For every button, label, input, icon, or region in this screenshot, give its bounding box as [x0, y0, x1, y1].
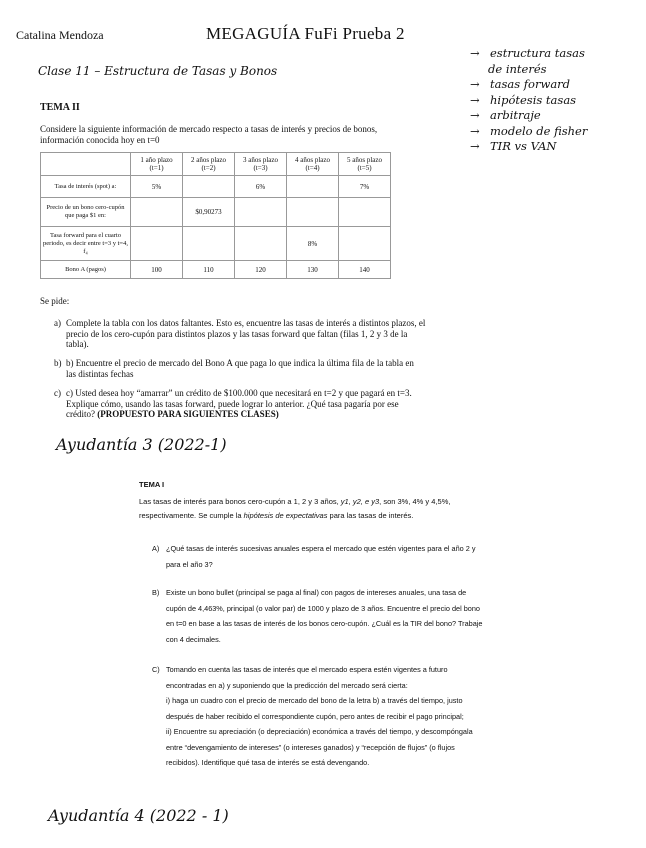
question-c	[54, 388, 426, 420]
row-label: Tasa forward para el cuarto periodo, es decir entre t=3 y t=4, f₄	[41, 227, 131, 261]
table-row	[41, 176, 391, 198]
table-cell: $0,90273	[183, 198, 235, 227]
tema-i-intro: Las tasas de interés para bonos cero-cupón a 1, 2 y 3 años, y1, y2, e y3, son 3%, 4% y 4,5%, respectivamente. Se cumple la hipótesis de expectativas para las tasas de interés.	[139, 497, 451, 520]
handwritten-ayudantia-3: Ayudantía 3 (2022-1)	[56, 435, 227, 454]
arrow-icon: →	[470, 92, 480, 107]
table-cell: 110	[183, 261, 235, 279]
part-subitem-ii: ii) Encuentre su apreciación (o depreciación) económica a través del tiempo, y descompóngala entre “devengamiento de intereses” (o intereses ganados) y “recepción de flujos” (o flujos recibidos). Identifique qué tasa de interés se está devengando.	[166, 727, 473, 767]
table-header: 1 año plazo (t=1)	[131, 153, 183, 176]
table-cell	[287, 176, 339, 198]
table-cell	[235, 198, 287, 227]
part-label: A)	[152, 544, 160, 553]
table-cell: 5%	[131, 176, 183, 198]
table-row	[41, 227, 391, 261]
arrow-icon: →	[470, 46, 480, 60]
handwritten-ayudantia-4: Ayudantía 4 (2022 - 1)	[48, 806, 229, 825]
se-pide-label: Se pide:	[40, 296, 70, 306]
question-note: (PROPUESTO PARA SIGUIENTES CLASES)	[97, 409, 279, 419]
rates-table	[40, 152, 391, 279]
question-text: b) Encuentre el precio de mercado del Bono A que paga lo que indica la última fila de la tabla en las distintas fechas	[66, 358, 414, 379]
note-item: → arbitraje	[470, 108, 541, 122]
note-item: → tasas forward	[470, 77, 571, 91]
part-subitem-i: i) haga un cuadro con el precio de mercado del bono de la letra b) a través del tiempo, justo después de haber recibido el correspondiente cupón, pero antes de recibir el pago principal;	[166, 696, 464, 721]
table-header: 3 años plazo (t=3)	[235, 153, 287, 176]
table-cell	[131, 198, 183, 227]
part-label: B)	[152, 588, 160, 597]
tema-ii-heading: TEMA II	[40, 102, 80, 113]
part-text: ¿Qué tasas de interés sucesivas anuales espera el mercado que estén vigentes para el año 2 y para el año 3?	[166, 544, 476, 569]
table-cell: 140	[339, 261, 391, 279]
question-text: c) Usted desea hoy “amarrar” un crédito de $100.000 que necesitará en t=2 y que pagará en t=3. Explique cómo, usando las tasas forward, puede lograr lo anterior. ¿Qué tasa pagaría por ese crédito?	[66, 388, 412, 419]
question-text: Complete la tabla con los datos faltantes. Esto es, encuentre las tasas de interés a distintos plazos, el precio de los cero-cupón para distintos plazos y las tasas forward que faltan (filas 1, 2 y 3 de la tabla).	[66, 318, 426, 349]
tema-ii-intro: Considere la siguiente información de mercado respecto a tasas de interés y precios de bonos, información conocida hoy en t=0	[40, 124, 378, 145]
question-label: b)	[54, 358, 62, 368]
part-b	[152, 585, 488, 647]
question-b	[54, 358, 426, 379]
arrow-icon: →	[470, 139, 480, 153]
question-a	[54, 318, 426, 350]
table-header: 4 años plazo (t=4)	[287, 153, 339, 176]
page-title: MEGAGUÍA FuFi Prueba 2	[206, 24, 405, 43]
table-cell: 120	[235, 261, 287, 279]
row-label: Tasa de interés (spot) a:	[41, 176, 131, 198]
arrow-icon: →	[470, 77, 480, 91]
note-item: de interés	[488, 61, 547, 76]
table-header: 2 años plazo (t=2)	[183, 153, 235, 176]
author-name: Catalina Mendoza	[16, 28, 104, 42]
table-cell	[287, 198, 339, 227]
table-cell	[183, 176, 235, 198]
table-cell	[339, 198, 391, 227]
table-cell: 130	[287, 261, 339, 279]
question-label: c)	[54, 388, 61, 398]
tema-i-heading: TEMA I	[139, 480, 165, 489]
part-text: Existe un bono bullet (principal se paga al final) con pagos de intereses anuales, una tasa de cupón de 4,463%, principal (o valor par) de 1000 y plazo de 3 años. Encuentre el precio del bono en t=0 en base a las tasas de interés de los bonos cero-cupón. ¿Cuál es la TIR del bono? Trabaje con 4 decimales.	[166, 588, 483, 644]
table-cell: 7%	[339, 176, 391, 198]
note-item: → estructura tasas	[470, 46, 585, 60]
table-header: 5 años plazo (t=5)	[339, 153, 391, 176]
table-cell: 8%	[287, 227, 339, 261]
table-cell	[131, 227, 183, 261]
table-cell: 6%	[235, 176, 287, 198]
arrow-icon: →	[470, 123, 480, 138]
part-label: C)	[152, 665, 160, 674]
note-item: → hipótesis tasas	[470, 92, 577, 107]
arrow-icon: →	[470, 108, 480, 122]
note-item: → modelo de fisher	[470, 123, 588, 138]
handwritten-topic-list	[470, 46, 642, 155]
part-a	[152, 541, 488, 572]
part-c	[152, 662, 488, 771]
table-cell	[183, 227, 235, 261]
table-header-row	[41, 153, 391, 176]
table-row	[41, 261, 391, 279]
class-note: Clase 11 – Estructura de Tasas y Bonos	[38, 64, 278, 78]
table-row	[41, 198, 391, 227]
table-corner	[41, 153, 131, 176]
table-cell	[339, 227, 391, 261]
note-item: → TIR vs VAN	[470, 139, 557, 153]
question-label: a)	[54, 318, 61, 328]
table-cell	[235, 227, 287, 261]
row-label: Bono A (pagos)	[41, 261, 131, 279]
table-cell: 100	[131, 261, 183, 279]
row-label: Precio de un bono cero-cupón que paga $1 en:	[41, 198, 131, 227]
part-text: Tomando en cuenta las tasas de interés que el mercado espera estén vigentes a futuro encontradas en a) y suponiendo que la predicción del mercado será cierta:	[166, 665, 448, 690]
